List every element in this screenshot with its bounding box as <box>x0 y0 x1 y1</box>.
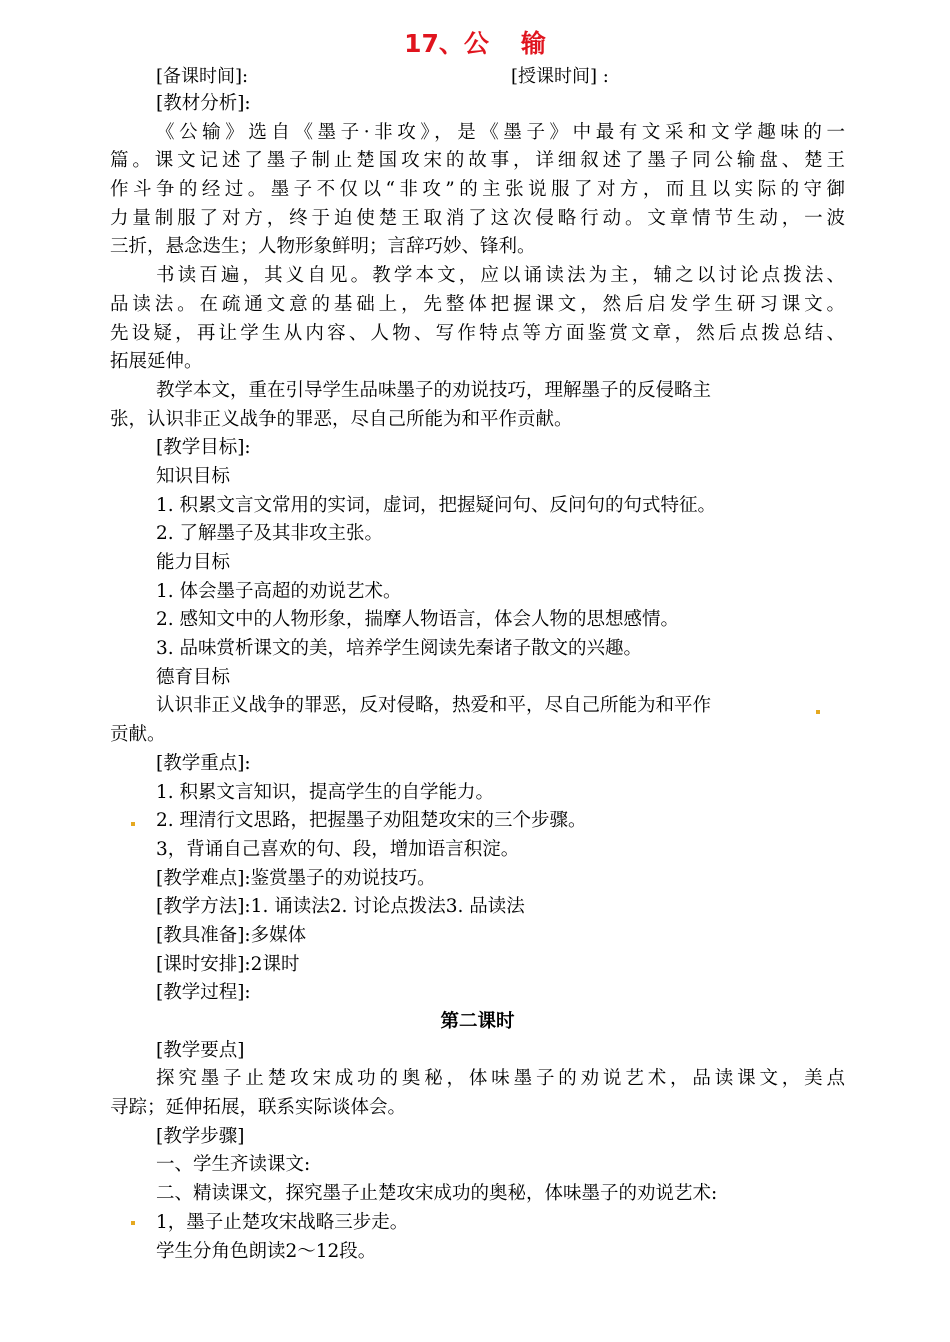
text-line: 学生分角色朗读2～12段。 <box>156 1240 377 1262</box>
text-line: 2. 了解墨子及其非攻主张。 <box>156 523 384 545</box>
text-line: 1，墨子止楚攻宋战略三步走。 <box>156 1211 409 1233</box>
text-line: 作斗争的经过。墨子不仅以“非攻”的主张说服了对方，而且以实际的守御 <box>110 179 845 201</box>
text-line: 2. 理清行文思路，把握墨子劝阻楚攻宋的三个步骤。 <box>156 810 587 832</box>
text-line: [教学过程]: <box>156 982 251 1004</box>
text-line: 一、学生齐读课文: <box>156 1154 311 1176</box>
document-title <box>0 24 950 60</box>
mark-dot <box>816 710 820 714</box>
text-line: 篇。课文记述了墨子制止楚国攻宋的故事，详细叙述了墨子同公输盘、楚王 <box>110 150 845 172</box>
text-line: 力量制服了对方，终于迫使楚王取消了这次侵略行动。文章情节生动，一波 <box>110 207 845 229</box>
text-line: 书读百遍，其义自见。教学本文，应以诵读法为主，辅之以讨论点拨法、 <box>156 265 845 287</box>
text-line: [教学要点] <box>156 1039 245 1061</box>
text-line: [教学重点]: <box>156 752 251 774</box>
text-line: 教学本文，重在引导学生品味墨子的劝说技巧，理解墨子的反侵略主 <box>156 379 712 401</box>
text-line: 1. 积累文言文常用的实词，虚词，把握疑问句、反问句的句式特征。 <box>156 494 717 516</box>
text-line: [教材分析]: <box>156 93 251 114</box>
text-line: 拓展延伸。 <box>110 351 203 373</box>
text-line: 寻踪；延伸拓展，联系实际谈体会。 <box>110 1097 407 1119</box>
title-word: 输 <box>520 29 546 58</box>
text-line: 张，认识非正义战争的罪恶，尽自己所能为和平作贡献。 <box>110 408 573 430</box>
text-line: [教学步骤] <box>156 1125 245 1147</box>
text-line: 能力目标 <box>156 552 231 573</box>
text-line: 1. 体会墨子高超的劝说艺术。 <box>156 580 402 602</box>
title-number: 17、公 <box>404 29 489 58</box>
prep-time-label: [备课时间]: <box>156 66 249 87</box>
text-line: 3. 品味赏析课文的美，培养学生阅读先秦诸子散文的兴趣。 <box>156 638 643 660</box>
text-line: 1. 积累文言知识，提高学生的自学能力。 <box>156 781 495 803</box>
text-line: [教学目标]: <box>156 437 251 459</box>
mark-dot <box>131 822 135 826</box>
text-line: 3，背诵自己喜欢的句、段，增加语言积淀。 <box>156 838 520 860</box>
text-line: [教具准备]:多媒体 <box>156 924 307 946</box>
text-line: 德育目标 <box>156 666 231 688</box>
text-line: 探究墨子止楚攻宋成功的奥秘，体味墨子的劝说艺术，品读课文，美点 <box>156 1068 845 1090</box>
text-line: 知识目标 <box>156 465 231 487</box>
text-line: [课时安排]:2课时 <box>156 953 300 975</box>
text-line: [教学难点]:鉴赏墨子的劝说技巧。 <box>156 867 436 889</box>
document-body <box>110 90 845 1266</box>
text-line: 认识非正义战争的罪恶，反对侵略，热爱和平，尽自己所能为和平作 <box>156 695 712 717</box>
text-line: 三折，悬念迭生；人物形象鲜明；言辞巧妙、锋利。 <box>110 236 536 258</box>
mark-dot <box>131 1221 135 1225</box>
text-line: 《公输》选自《墨子·非攻》，是《墨子》中最有文采和文学趣味的一 <box>156 121 845 143</box>
text-line: 先设疑，再让学生从内容、人物、写作特点等方面鉴赏文章，然后点拨总结、 <box>110 322 845 344</box>
text-line: 二、精读课文，探究墨子止楚攻宋成功的奥秘，体味墨子的劝说艺术: <box>156 1183 718 1205</box>
text-line: 第二课时 <box>440 1011 515 1032</box>
text-line: 贡献。 <box>110 724 166 746</box>
text-line: [教学方法]:1. 诵读法2. 讨论点拨法3. 品读法 <box>156 896 525 918</box>
text-line: 2. 感知文中的人物形象，揣摩人物语言，体会人物的思想感情。 <box>156 609 680 631</box>
text-line: 品读法。在疏通文意的基础上，先整体把握课文，然后启发学生研习课文。 <box>110 293 845 315</box>
teach-time-label: [授课时间] : <box>511 66 609 87</box>
